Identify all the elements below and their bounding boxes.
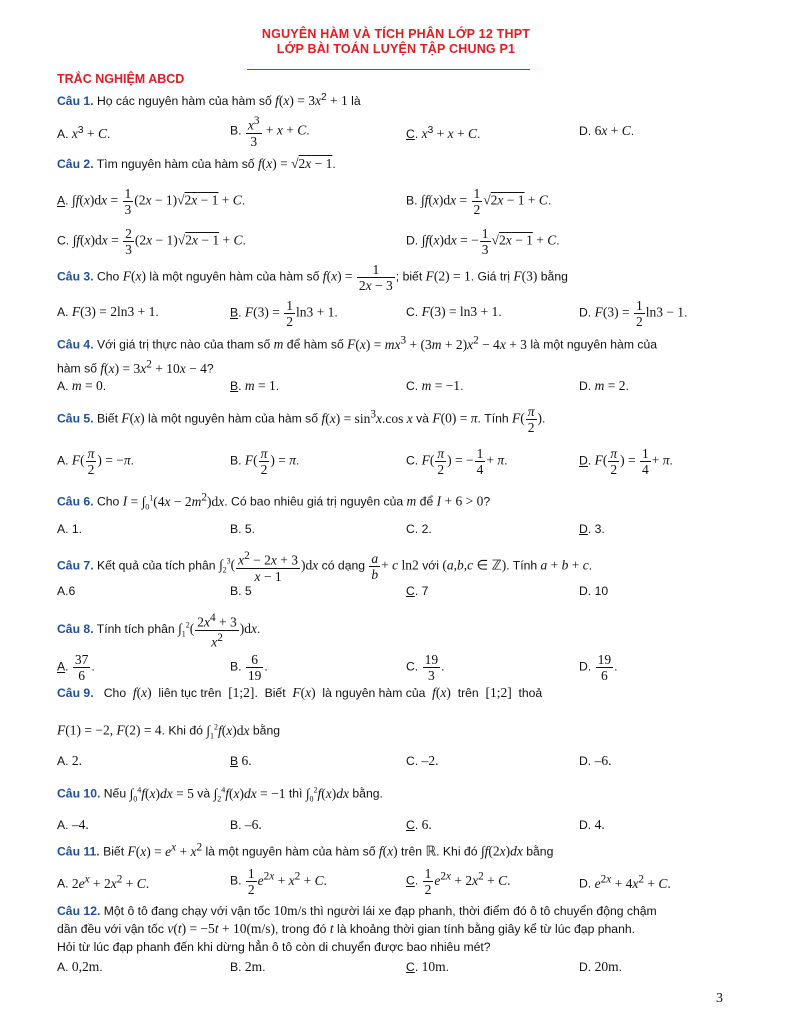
q6-option-d[interactable]: D. 3. <box>579 522 605 536</box>
question-6: Câu 6. Cho $I = \int_0^1(4x - 2m^2)dx$. Có bao nhiêu giá trị nguyên của m để I + 6 > 0? <box>57 491 491 512</box>
q4-option-d[interactable]: D. m = 2. <box>579 378 629 393</box>
q1-option-c[interactable]: C. $x^3 + x + C$. <box>406 125 481 142</box>
question-12-line2: dần đều với vận tốc v(t) = −5t + 10(m/s), trong đó t là khoảng thời gian tính bằng giây kể từ lúc đạp phanh. <box>57 921 636 936</box>
q7-option-d[interactable]: D. 10 <box>579 584 609 598</box>
question-2: Câu 2. Tìm nguyên hàm của hàm số f(x) = √2x − 1. <box>57 156 336 171</box>
q5-option-b[interactable]: B. F( $\frac{\pi}{2}$ ) = π. <box>230 446 300 477</box>
question-9-line2: F(1) = −2, F(2) = 4. Khi đó $\int_1^2f(x)dx$ bằng <box>57 722 281 741</box>
q8-option-c[interactable]: C. $\frac{19}{3}$ . <box>406 652 445 683</box>
q10-option-d[interactable]: D. 4. <box>579 817 605 832</box>
q6-option-a[interactable]: A. 1. <box>57 522 83 536</box>
q10-option-a[interactable]: A. –4. <box>57 817 89 832</box>
doc-title-line2: LỚP BÀI TOÁN LUYỆN TẬP CHUNG P1 <box>276 42 516 56</box>
question-8: Câu 8. Tính tích phân $\int_1^2$( $\frac{2x^4 + 3}{x^2}$ )dx. <box>57 612 261 649</box>
question-3: Câu 3. Cho F(x) là một nguyên hàm của hàm số f(x) = $\frac{1}{2x - 3}$ ; biết F(2) = 1. Giá trị F(3) bằng <box>57 262 568 293</box>
q11-option-b[interactable]: B. $\frac{1}{2}$ $e^{2x} + x^2 + C$. <box>230 866 328 897</box>
q11-option-a[interactable]: A. $2e^x + 2x^2 + C$. <box>57 873 150 891</box>
q12-option-d[interactable]: D. 20m. <box>579 959 622 974</box>
q8-option-a[interactable]: A. $\frac{37}{6}$ . <box>57 652 95 683</box>
q12-option-c[interactable]: C. 10m. <box>406 959 449 974</box>
q12-option-b[interactable]: B. 2m. <box>230 959 266 974</box>
q11-option-c[interactable]: C. $\frac{1}{2}$ $e^{2x} + 2x^2 + C$. <box>406 866 511 897</box>
question-7: Câu 7. Kết quả của tích phân $\int_2^3$( $\frac{x^2 - 2x + 3}{x - 1}$ )dx có dạng $\frac{a}{b}$ + c ln2 với (a,b,c ∈ ℤ). Tính a + b + c. <box>57 550 593 584</box>
doc-title-line1: NGUYÊN HÀM VÀ TÍCH PHÂN LỚP 12 THPT <box>261 27 531 41</box>
q2-option-a[interactable]: A. ∫f(x)dx = $\frac{1}{3}$ (2x − 1)√2x − 1 + C. <box>57 186 246 217</box>
q8-option-d[interactable]: D. $\frac{19}{6}$ . <box>579 652 618 683</box>
title-rule <box>247 69 530 70</box>
q7-option-a[interactable]: A.6 <box>57 584 76 598</box>
question-10: Câu 10. Nếu $\int_0^4f(x)dx = 5$ và $\int_2^4f(x)dx = -1$ thì $\int_0^2f(x)dx$ bằng. <box>57 785 383 804</box>
question-9: Câu 9. Cho f(x) liên tục trên [1;2]. Biết F(x) là nguyên hàm của f(x) trên [1;2] thoả <box>57 685 543 700</box>
q7-option-b[interactable]: B. 5 <box>230 584 252 598</box>
q1-option-a[interactable]: A. $x^3 + C$. <box>57 125 111 142</box>
question-11: Câu 11. Biết $F(x) = e^x + x^2$ là một nguyên hàm của hàm số f(x) trên ℝ. Khi đó ∫f(2x)dx bằng <box>57 841 554 859</box>
q2-option-c[interactable]: C. ∫f(x)dx = $\frac{2}{3}$ (2x − 1)√2x − 1 + C. <box>57 226 246 257</box>
q4-option-c[interactable]: C. m = −1. <box>406 378 464 393</box>
q12-option-a[interactable]: A. 0,2m. <box>57 959 103 974</box>
q10-option-b[interactable]: B. –6. <box>230 817 262 832</box>
q2-option-d[interactable]: D. ∫f(x)dx = − $\frac{1}{3}$ √2x − 1 + C. <box>406 226 560 257</box>
question-1: Câu 1. Họ các nguyên hàm của hàm số $f(x) = 3x^2 + 1$ là <box>57 92 361 109</box>
q2-option-b[interactable]: B. ∫f(x)dx = $\frac{1}{2}$ √2x − 1 + C. <box>406 186 552 217</box>
q11-option-d[interactable]: D. $e^{2x} + 4x^2 + C$. <box>579 873 671 891</box>
page-number: 3 <box>716 991 723 1006</box>
q5-option-a[interactable]: A. F( $\frac{\pi}{2}$ ) = −π. <box>57 446 135 477</box>
q9-option-a[interactable]: A. 2. <box>57 753 83 768</box>
section-title: TRẮC NGHIỆM ABCD <box>57 72 185 86</box>
question-4: Câu 4. Với giá trị thực nào của tham số m để hàm số $F(x) = mx^3 + (3m + 2)x^2 - 4x + 3$ là một nguyên hàm của <box>57 334 658 352</box>
q6-option-c[interactable]: C. 2. <box>406 522 432 536</box>
q9-option-d[interactable]: D. –6. <box>579 753 612 768</box>
q3-option-b[interactable]: B. F(3) = $\frac{1}{2}$ ln3 + 1. <box>230 298 338 329</box>
q9-option-c[interactable]: C. –2. <box>406 753 439 768</box>
q8-option-b[interactable]: B. $\frac{6}{19}$ . <box>230 652 268 683</box>
question-12: Câu 12. Một ô tô đang chạy với vận tốc 10m/s thì người lái xe đạp phanh, thời điểm đó ô tô chuyển động chậm <box>57 903 657 918</box>
q4-option-b[interactable]: B. m = 1. <box>230 378 280 393</box>
q10-option-c[interactable]: C. 6. <box>406 817 432 832</box>
q3-option-a[interactable]: A. F(3) = 2ln3 + 1. <box>57 304 159 319</box>
q3-option-d[interactable]: D. F(3) = $\frac{1}{2}$ ln3 − 1. <box>579 298 688 329</box>
q3-option-c[interactable]: C. F(3) = ln3 + 1. <box>406 304 502 319</box>
q1-option-d[interactable]: D. 6x + C. <box>579 123 635 138</box>
q6-option-b[interactable]: B. 5. <box>230 522 256 536</box>
question-4-line2: hàm số $f(x) = 3x^2 + 10x - 4$? <box>57 358 214 376</box>
q5-option-c[interactable]: C. F( $\frac{\pi}{2}$ ) = − $\frac{1}{4}$ + π. <box>406 446 508 477</box>
question-12-line3: Hỏi từ lúc đạp phanh đến khi dừng hẳn ô tô còn di chuyển được bao nhiêu mét? <box>57 940 491 954</box>
q9-option-b[interactable]: B 6. <box>230 753 252 768</box>
q7-option-c[interactable]: C. 7 <box>406 584 429 598</box>
q1-option-b[interactable]: B. $\frac{x^3}{3}$ + x + C. <box>230 115 310 149</box>
question-5: Câu 5. Biết F(x) là một nguyên hàm của hàm số $f(x) = \sin^3x.\cos$ x và F(0) = π. Tính F( $\frac{\pi}{2}$ ). <box>57 404 546 435</box>
q5-option-d[interactable]: D. F( $\frac{\pi}{2}$ ) = $\frac{1}{4}$ + π. <box>579 446 673 477</box>
q4-option-a[interactable]: A. m = 0. <box>57 378 107 393</box>
